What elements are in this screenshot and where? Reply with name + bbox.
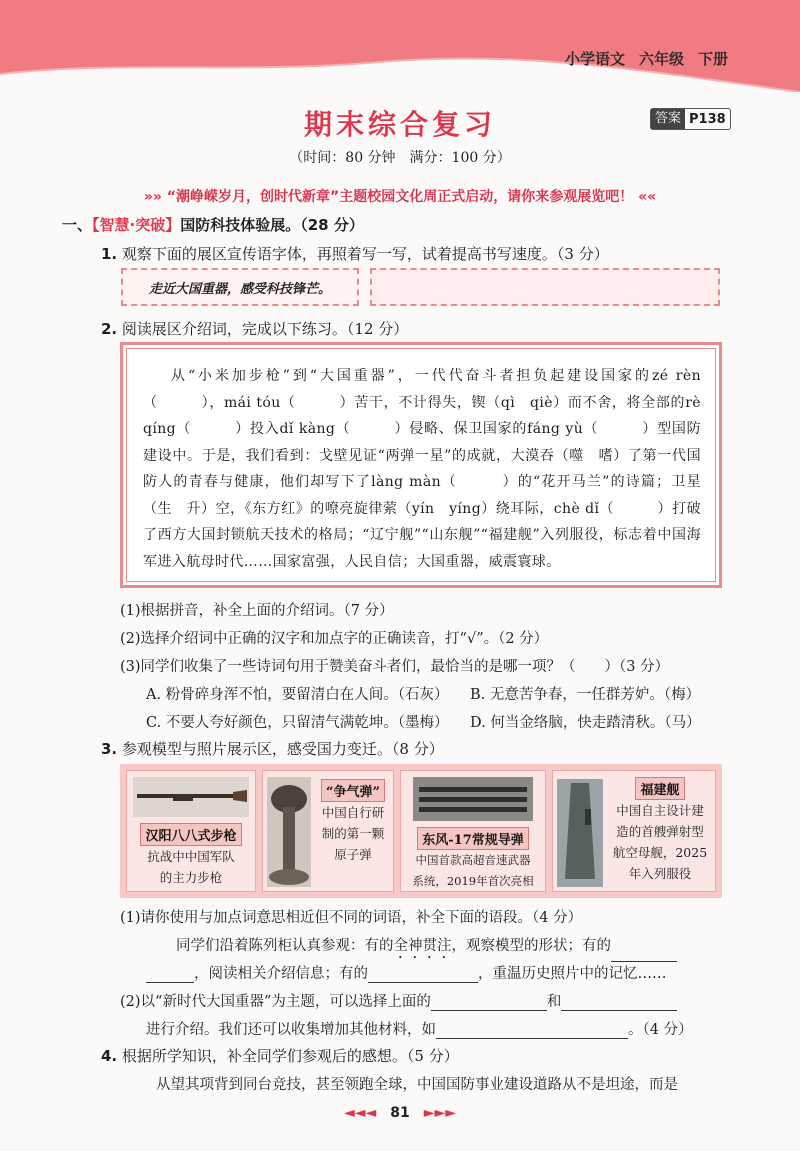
q3-sub-2-cont: [146, 1018, 693, 1039]
option-c[interactable]: C. 不要人夸好颜色，只留清气满乾坤。（墨梅）: [146, 715, 449, 731]
q3-sub-2: [120, 990, 677, 1011]
question-text: 根据所学知识，补全同学们参观后的感想。（5 分）: [121, 1047, 459, 1065]
question-4: [101, 1045, 459, 1066]
option-b[interactable]: B. 无意苦争春，一任群芳妒。（梅）: [470, 687, 701, 703]
card-desc-line: 系统，2019年首次亮相: [412, 874, 534, 888]
left-arrows-icon: ◄◄◄: [343, 1105, 377, 1121]
card-title: 东风-17常规导弹: [417, 827, 529, 850]
card-desc-line: 航空母舰，2025: [612, 845, 708, 860]
question-3: [101, 738, 444, 759]
answer-blank[interactable]: [431, 994, 547, 1011]
para-text: ，重温历史照片中的记忆……: [478, 966, 667, 982]
answer-label: 答案: [651, 109, 685, 129]
question-number: 2.: [101, 320, 118, 338]
question-number: 4.: [101, 1047, 118, 1065]
q2-sub-2: (2)选择介绍词中正确的汉字和加点字的正确读音，打“√”。（2 分）: [120, 631, 549, 647]
aircraft-carrier-photo-icon: [557, 779, 603, 887]
card-title: 福建舰: [635, 777, 684, 800]
question-text: 参观模型与照片展示区，感受国力变迁。（8 分）: [121, 740, 444, 758]
missile-photo-icon: [413, 777, 533, 821]
section-heading: [62, 214, 364, 235]
answer-blank[interactable]: [436, 1022, 628, 1039]
question-1: [101, 243, 609, 264]
card-desc-line: 抗战中中国军队: [147, 849, 235, 864]
para-text: 进行介绍。我们还可以收集增加其他材料，如: [146, 1022, 436, 1038]
question-number: 1.: [101, 245, 118, 263]
q4-paragraph: 从望其项背到同台竞技，甚至领跑全球，中国国防事业建设道路从不是坦途，而是: [156, 1077, 678, 1093]
q3-sub-1: (1)请你使用与加点词意思相近但不同的词语，补全下面的语段。（4 分）: [120, 910, 583, 926]
card-desc-line: 的主力步枪: [159, 870, 223, 885]
banner-left-arrows: »»: [143, 189, 162, 205]
passage-box: [120, 342, 722, 588]
volume-label: 下册: [697, 50, 728, 68]
header-meta: [565, 48, 728, 69]
para-text: ，阅读相关介绍信息；有的: [194, 966, 368, 982]
exhibit-card-atom-bomb: [262, 770, 394, 892]
para-text: 同学们沿着陈列柜认真参观：有的: [176, 938, 394, 954]
passage-text: 从“小米加步枪”到“大国重器”，一代代奋斗者担负起建设国家的zé rèn（ ），mái tóu（ ）苦干，不计得失，锲（qì qiè）而不舍，将全部的rè qíng（ ）投入dǐ kàng（ ）侵略、保卫国家的fáng yù（ ）型国防建设中。于是，我们看到：戈壁见证“两弹一星”的成就，大漠吞（噬 嗜）了第一代国防人的青春与健康，他们却写下了làng màn（ ）的“花开马兰”的诗篇；卫星（生 升）空，《东方红》的嘹亮旋律萦（yín yíng）绕耳际，chè dǐ（ ）打破了西方大国封锁航天技术的格局；“辽宁舰”“山东舰”“福建舰”入列服役，标志着中国海军进入航母时代……国家富强，人民自信；大国重器，威震寰球。: [143, 368, 701, 570]
section-title: 国防科技体验展。（28 分）: [180, 216, 364, 234]
subject-label: 小学语文: [564, 50, 625, 68]
option-d[interactable]: D. 何当金络脑，快走踏清秋。（马）: [470, 715, 701, 731]
q2-sub-3: (3)同学们收集了一些诗词句用于赞美奋斗者们，最恰当的是哪一项？（ ）（3 分）: [120, 659, 670, 675]
question-2: [101, 318, 408, 339]
question-text: 阅读展区介绍词，完成以下练习。（12 分）: [121, 320, 409, 338]
card-desc-line: 中国首款高超音速武器: [415, 853, 531, 867]
banner: [40, 186, 760, 206]
time-info: （时间：80 分钟 满分：100 分）: [289, 150, 511, 166]
page-title: 期末综合复习: [303, 108, 496, 141]
section-number: 一、: [62, 216, 93, 234]
para-text: 和: [546, 994, 562, 1010]
card-desc-line: 造的首艘弹射型: [616, 824, 704, 839]
rifle-photo-icon: [133, 777, 249, 817]
card-desc-line: 中国自主设计建: [616, 803, 704, 818]
right-arrows-icon: ►►►: [423, 1105, 457, 1121]
slogan-sample: 走近大国重器，感受科技锋芒。: [121, 268, 359, 306]
dotted-word: 全神贯注: [393, 938, 452, 954]
answer-blank[interactable]: [611, 945, 677, 962]
exhibit-card-rifle: [126, 770, 256, 892]
q3-paragraph-line-1: [176, 934, 677, 962]
para-text: 。（4 分）: [628, 1022, 693, 1038]
q3-paragraph-line-2: [146, 962, 667, 983]
card-title: “争气弹”: [321, 779, 385, 802]
header-band: [0, 0, 800, 92]
banner-right-arrows: ««: [638, 189, 657, 205]
grade-label: 六年级: [638, 50, 684, 68]
exhibit-card-carrier: [552, 770, 716, 892]
page-footer: [0, 1105, 800, 1121]
card-desc-line: 制的第一颗: [321, 826, 385, 841]
card-desc-line: 原子弹: [334, 847, 372, 862]
card-desc-line: 年入列服役: [628, 866, 692, 881]
banner-text: “潮峥嵘岁月，创时代新章”主题校园文化周正式启动，请你来参观展览吧！: [166, 189, 634, 205]
card-title: 汉阳八八式步枪: [140, 823, 241, 846]
answer-blank[interactable]: [561, 994, 677, 1011]
exhibit-card-missile: [400, 770, 546, 892]
answer-blank[interactable]: [146, 966, 194, 983]
question-text: 观察下面的展区宣传语字体，再照着写一写，试着提高书写速度。（3 分）: [121, 245, 609, 263]
q2-sub-1: (1)根据拼音，补全上面的介绍词。（7 分）: [120, 603, 394, 619]
answer-blank[interactable]: [368, 966, 478, 983]
card-desc-line: 中国自行研: [321, 805, 385, 820]
exhibit-panel: [120, 764, 722, 898]
answer-tag: [650, 108, 731, 130]
question-number: 3.: [101, 740, 118, 758]
page-number: 81: [390, 1105, 410, 1121]
answer-page: P138: [689, 111, 726, 127]
mushroom-cloud-photo-icon: [267, 777, 311, 887]
option-a[interactable]: A. 粉骨碎身浑不怕，要留清白在人间。（石灰）: [146, 687, 449, 703]
section-tag: 【智慧·突破】: [92, 216, 181, 234]
para-text: ，观察模型的形状；有的: [451, 938, 611, 954]
writing-box[interactable]: [370, 268, 720, 306]
para-text: (2)以“新时代大国重器”为主题，可以选择上面的: [120, 994, 431, 1010]
